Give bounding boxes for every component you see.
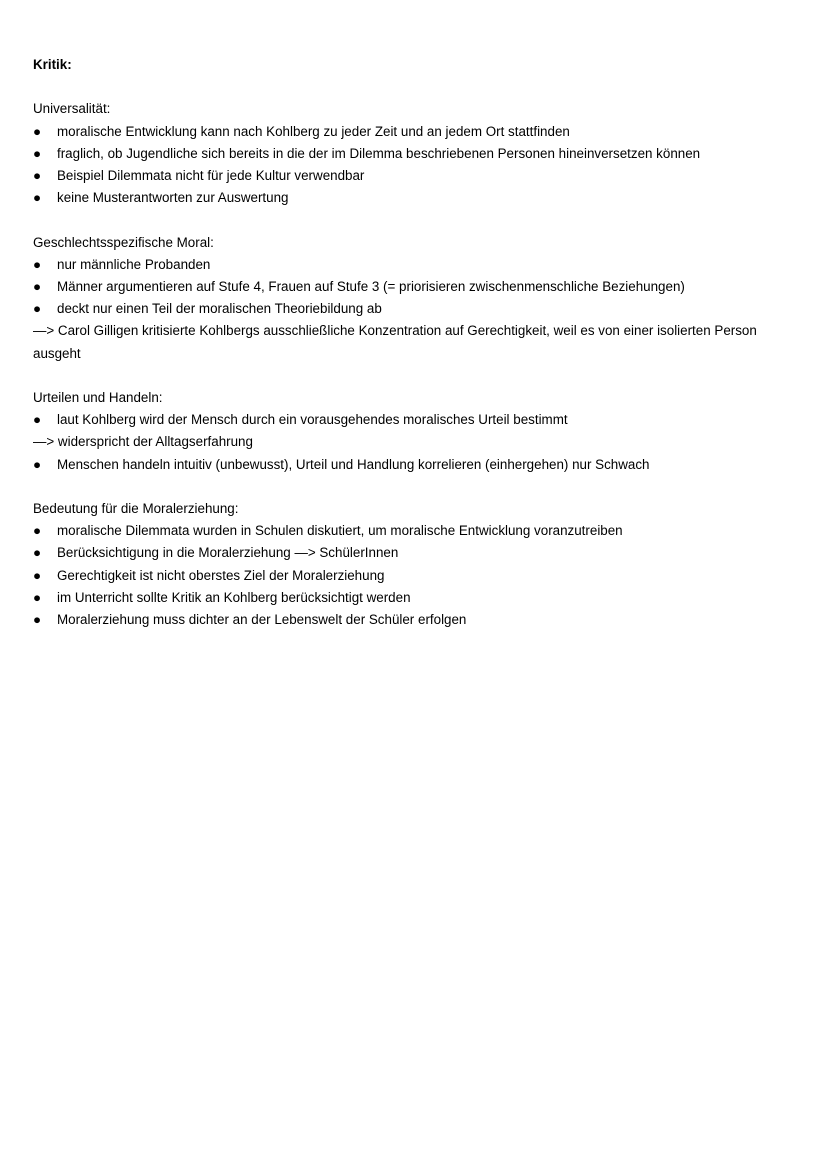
section-urteilen-und-handeln [33,387,798,476]
bullet-icon: ● [33,301,42,317]
section-heading: Geschlechtsspezifische Moral: [33,234,214,250]
list-item [33,298,798,320]
list-item-text: Männer argumentieren auf Stufe 4, Frauen auf Stufe 3 (= priorisieren zwischenmenschliche Beziehungen) [57,278,685,294]
list-item [33,165,798,187]
list-item-text: moralische Entwicklung kann nach Kohlberg zu jeder Zeit und an jedem Ort stattfinden [57,123,570,139]
arrow-note: —> Carol Gilligen kritisierte Kohlbergs ausschließliche Konzentration auf Gerechtigkeit, weil es von einer isolierten Person ausgeht [33,323,757,361]
list-item-text: moralische Dilemmata wurden in Schulen diskutiert, um moralische Entwicklung voranzutreiben [57,523,623,539]
section-heading: Universalität: [33,101,111,117]
list-item-text: Moralerziehung muss dichter an der Lebenswelt der Schüler erfolgen [57,611,467,627]
list-item [33,454,798,476]
list-item [33,542,798,564]
arrow-note: —> widerspricht der Alltagserfahrung [33,434,253,450]
list-item [33,520,798,542]
bullet-icon: ● [33,145,42,161]
list-item-text: laut Kohlberg wird der Mensch durch ein vorausgehendes moralisches Urteil bestimmt [57,412,568,428]
list-item [33,587,798,609]
document-title: Kritik: [33,57,72,72]
spacer [33,365,798,387]
bullet-icon: ● [33,190,42,206]
bullet-list [33,454,798,476]
list-item [33,121,798,143]
spacer [33,476,798,498]
section-universalitaet [33,98,798,209]
spacer [33,76,798,98]
list-item [33,187,798,209]
section-bedeutung-moralerziehung [33,498,798,631]
list-item-text: keine Musterantworten zur Auswertung [57,190,289,206]
bullet-list [33,121,798,210]
bullet-icon: ● [33,523,42,539]
bullet-icon: ● [33,589,42,605]
bullet-icon: ● [33,611,42,627]
spacer [33,209,798,231]
list-item [33,409,798,431]
list-item [33,143,798,165]
list-item [33,276,798,298]
list-item-text: fraglich, ob Jugendliche sich bereits in die der im Dilemma beschriebenen Personen hineinversetzen können [57,145,701,161]
bullet-list [33,254,798,321]
bullet-list [33,409,798,431]
list-item-text: Gerechtigkeit ist nicht oberstes Ziel der Moralerziehung [57,567,385,583]
list-item [33,609,798,631]
list-item-text: Berücksichtigung in die Moralerziehung —> SchülerInnen [57,545,399,561]
list-item-text: Beispiel Dilemmata nicht für jede Kultur verwendbar [57,167,365,183]
section-geschlechtsspezifische-moral [33,232,798,365]
list-item [33,254,798,276]
bullet-icon: ● [33,567,42,583]
bullet-icon: ● [33,278,42,294]
bullet-icon: ● [33,167,42,183]
bullet-icon: ● [33,545,42,561]
bullet-icon: ● [33,123,42,139]
list-item-text: im Unterricht sollte Kritik an Kohlberg berücksichtigt werden [57,589,411,605]
bullet-icon: ● [33,256,42,272]
list-item [33,565,798,587]
bullet-icon: ● [33,412,42,428]
list-item-text: nur männliche Probanden [57,256,211,272]
bullet-list [33,520,798,631]
list-item-text: Menschen handeln intuitiv (unbewusst), Urteil und Handlung korrelieren (einhergehen) nur Schwach [57,456,650,472]
list-item-text: deckt nur einen Teil der moralischen Theoriebildung ab [57,301,382,317]
section-heading: Urteilen und Handeln: [33,389,163,405]
bullet-icon: ● [33,456,42,472]
section-heading: Bedeutung für die Moralerziehung: [33,500,239,516]
